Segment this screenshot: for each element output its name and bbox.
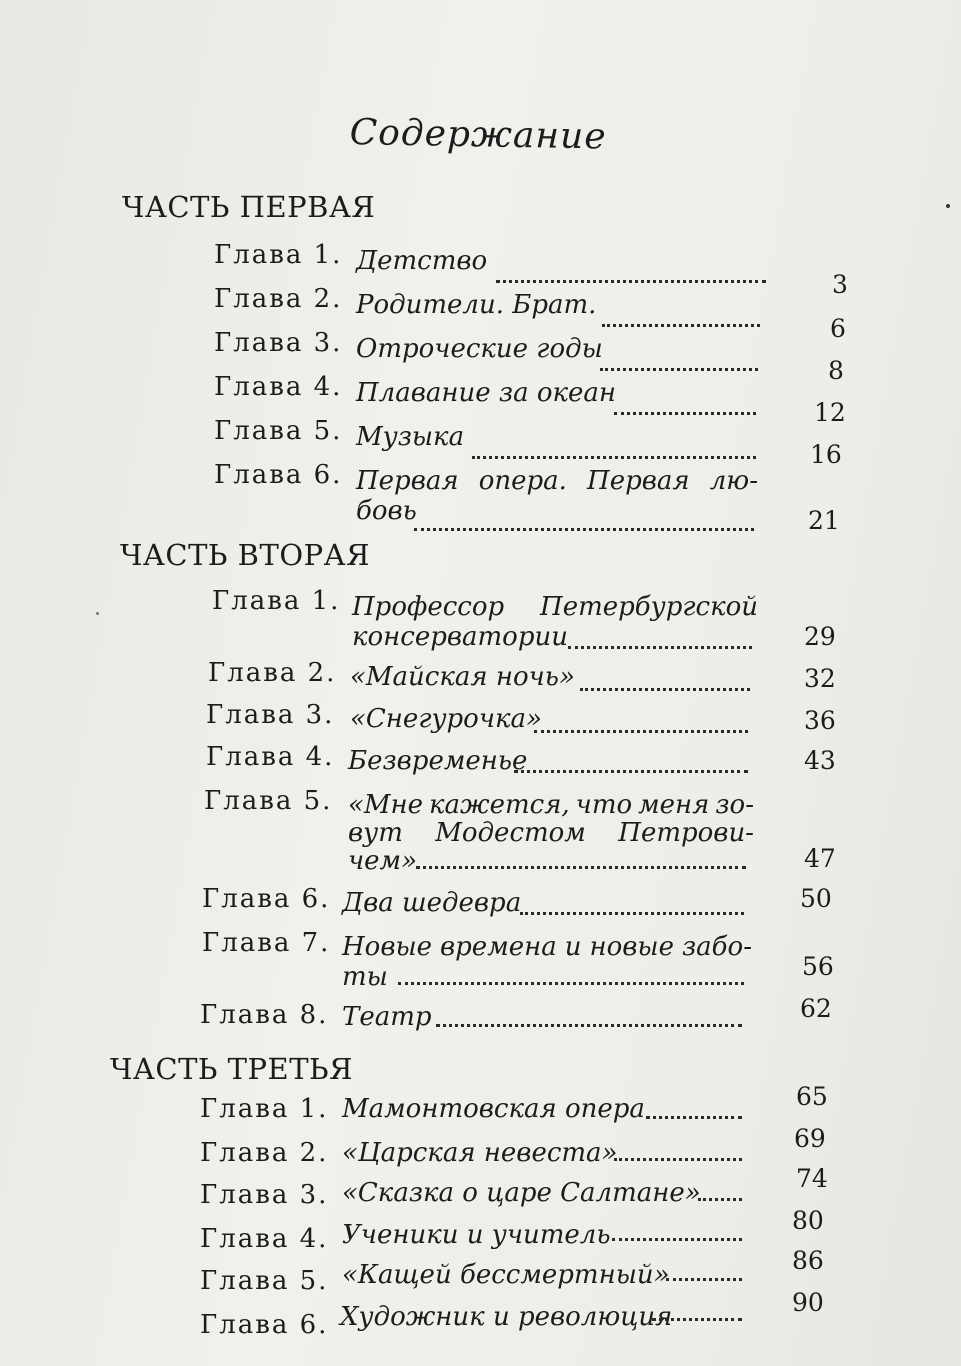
- page-number: 65: [796, 1082, 828, 1111]
- chapter-label: Глава 6.: [214, 460, 343, 490]
- page-number: 50: [800, 884, 832, 913]
- chapter-label: Глава 2.: [200, 1138, 329, 1168]
- page-number: 12: [814, 398, 846, 427]
- toc-entry[interactable]: [214, 460, 854, 540]
- chapter-label: Глава 3.: [214, 328, 343, 358]
- word: зо-: [715, 790, 754, 820]
- dot-leader: [414, 522, 754, 531]
- dot-leader: [614, 1152, 742, 1161]
- word: меня: [638, 790, 710, 820]
- chapter-label: Глава 7.: [202, 928, 331, 958]
- page-title: Содержание: [349, 112, 607, 158]
- chapter-title: Плавание за океан: [356, 378, 617, 408]
- chapter-title-line: [348, 818, 754, 848]
- toc-entry[interactable]: [208, 658, 848, 698]
- toc-entry[interactable]: [200, 1206, 840, 1264]
- page-number: 21: [808, 506, 840, 535]
- chapter-label: Глава 8.: [200, 1000, 329, 1030]
- page-number: 74: [796, 1164, 828, 1193]
- chapter-label: Глава 1.: [214, 240, 343, 270]
- chapter-label: Глава 5.: [204, 786, 333, 816]
- chapter-label: Глава 1.: [212, 586, 341, 616]
- word: что: [575, 790, 633, 820]
- part-heading: ЧАСТЬ ВТОРАЯ: [120, 538, 370, 572]
- chapter-label: Глава 4.: [206, 742, 335, 772]
- toc-entry[interactable]: [202, 928, 842, 1008]
- chapter-label: Глава 6.: [200, 1310, 329, 1340]
- dot-leader: [652, 1312, 742, 1321]
- chapter-title: «Кащей бессмертный»: [342, 1260, 670, 1290]
- word: кажется,: [429, 790, 570, 820]
- chapter-label: Глава 2.: [208, 658, 337, 688]
- word: вут: [348, 818, 403, 848]
- toc-entry[interactable]: [200, 1164, 840, 1220]
- dot-leader: [698, 1192, 742, 1201]
- chapter-title-line: консерватории: [352, 622, 568, 652]
- page-number: 3: [832, 270, 848, 299]
- toc-entry[interactable]: [206, 742, 846, 782]
- chapter-label: Глава 5.: [200, 1266, 329, 1296]
- dot-leader: [646, 1110, 742, 1119]
- toc-entry[interactable]: [206, 700, 846, 740]
- chapter-title-line: чем»: [348, 846, 418, 876]
- chapter-title: Безвременье: [348, 746, 528, 776]
- chapter-title: Родители. Брат.: [356, 290, 597, 320]
- word: Первая: [356, 466, 459, 496]
- page-number: 56: [802, 952, 834, 981]
- word: забо-: [682, 932, 752, 962]
- toc-entry[interactable]: [200, 1082, 840, 1134]
- chapter-title-line: бовь: [356, 496, 417, 526]
- dot-leader: [520, 906, 744, 915]
- dot-leader: [666, 1272, 742, 1281]
- toc-entry[interactable]: [200, 1246, 840, 1306]
- chapter-title: Художник и революция: [340, 1302, 673, 1332]
- word: Петрови-: [618, 818, 754, 848]
- chapter-title: Отроческие годы: [356, 334, 603, 364]
- chapter-title-line: ты: [342, 962, 388, 992]
- toc-entry[interactable]: [214, 416, 854, 469]
- word: Петербургской: [540, 592, 758, 622]
- chapter-title-line: [356, 466, 758, 496]
- toc-entry[interactable]: [214, 328, 854, 385]
- chapter-label: Глава 3.: [206, 700, 335, 730]
- page-number: 80: [792, 1206, 824, 1235]
- word: и: [564, 932, 582, 962]
- chapter-label: Глава 4.: [200, 1224, 329, 1254]
- toc-entry[interactable]: [212, 586, 852, 656]
- page-number: 90: [792, 1288, 824, 1317]
- toc-entry[interactable]: [214, 372, 854, 427]
- dot-leader: [602, 318, 760, 327]
- chapter-title-line: [352, 592, 758, 622]
- dot-leader: [568, 640, 752, 649]
- chapter-title: Ученики и учитель: [342, 1220, 611, 1250]
- page-number: 86: [792, 1246, 824, 1275]
- page-number: 43: [804, 746, 836, 775]
- chapter-label: Глава 3.: [200, 1180, 329, 1210]
- word: Первая: [587, 466, 690, 496]
- paper-speck: [946, 204, 950, 208]
- part-heading: ЧАСТЬ ТРЕТЬЯ: [110, 1052, 353, 1086]
- dot-leader: [472, 450, 756, 459]
- chapter-title-line: [342, 932, 752, 962]
- word: Модестом: [435, 818, 586, 848]
- dot-leader: [612, 1232, 742, 1241]
- paper-speck: [96, 612, 99, 615]
- chapter-title: Два шедевра: [342, 888, 522, 918]
- chapter-title: Музыка: [356, 422, 465, 452]
- dot-leader: [416, 860, 746, 869]
- page-number: 6: [830, 314, 846, 343]
- word: опера.: [478, 466, 567, 496]
- dot-leader: [580, 682, 750, 691]
- dot-leader: [496, 274, 766, 283]
- page-number: 16: [810, 440, 842, 469]
- page-number: 69: [794, 1124, 826, 1153]
- chapter-title-line: [348, 790, 754, 820]
- word: новые: [589, 932, 674, 962]
- word: времена: [440, 932, 557, 962]
- chapter-title: Мамонтовская опера: [342, 1094, 645, 1124]
- part-heading: ЧАСТЬ ПЕРВАЯ: [122, 190, 376, 224]
- page-number: 62: [800, 994, 832, 1023]
- toc-entry[interactable]: [200, 1288, 840, 1350]
- dot-leader: [398, 976, 744, 985]
- chapter-label: Глава 6.: [202, 884, 331, 914]
- dot-leader: [436, 1018, 742, 1027]
- page-number: 8: [828, 356, 844, 385]
- word: Новые: [342, 932, 433, 962]
- chapter-title: Детство: [356, 246, 488, 276]
- chapter-title: «Сказка о царе Салтане»: [342, 1178, 701, 1208]
- chapter-label: Глава 1.: [200, 1094, 329, 1124]
- dot-leader: [600, 362, 758, 371]
- chapter-title: Театр: [342, 1002, 432, 1032]
- chapter-title: «Царская невеста»: [342, 1138, 618, 1168]
- chapter-label: Глава 4.: [214, 372, 343, 402]
- chapter-title: «Снегурочка»: [350, 704, 542, 734]
- word: лю-: [709, 466, 758, 496]
- toc-entry[interactable]: [200, 994, 840, 1040]
- toc-entry[interactable]: [200, 1124, 840, 1178]
- toc-entry[interactable]: [204, 786, 844, 876]
- word: «Мне: [348, 790, 424, 820]
- dot-leader: [514, 764, 748, 773]
- page-number: 32: [804, 664, 836, 693]
- word: Профессор: [352, 592, 505, 622]
- page-number: 36: [804, 706, 836, 735]
- chapter-label: Глава 2.: [214, 284, 343, 314]
- chapter-title: «Майская ночь»: [350, 662, 575, 692]
- toc-entry[interactable]: [202, 884, 842, 924]
- page-number: 29: [804, 622, 836, 651]
- dot-leader: [534, 724, 748, 733]
- dot-leader: [614, 406, 756, 415]
- page-number: 47: [804, 844, 836, 873]
- chapter-label: Глава 5.: [214, 416, 343, 446]
